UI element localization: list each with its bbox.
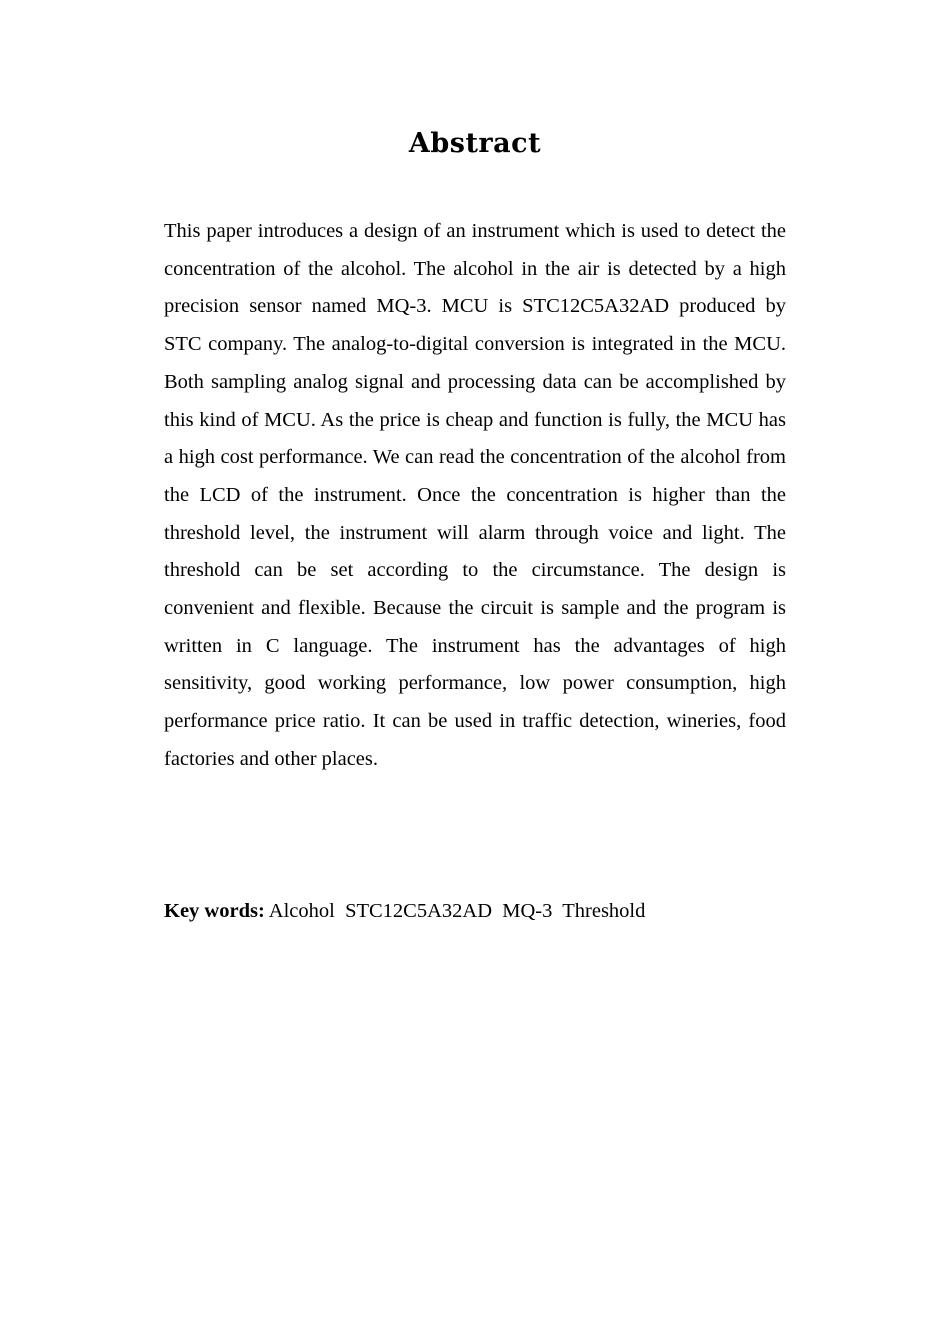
abstract-paragraph: This paper introduces a design of an instrument which is used to detect the concentration of the alcohol. The alcohol in the air is detected by a high precision sensor named MQ-3. MCU is STC12C5A32AD produced by STC company. The analog-to-digital conversion is integrated in the MCU. Both sampling analog signal and processing data can be accomplished by this kind of MCU. As the price is cheap and function is fully, the MCU has a high cost performance. We can read the concentration of the alcohol from the LCD of the instrument. Once the concentration is higher than the threshold level, the instrument will alarm through voice and light. The threshold can be set according to the circumstance. The design is convenient and flexible. Because the circuit is sample and the program is written in C language. The instrument has the advantages of high sensitivity, good working performance, low power consumption, high performance price ratio. It can be used in traffic detection, wineries, food factories and other places. xyxy=(164,220,786,770)
page-title: Abstract xyxy=(408,128,542,159)
keywords-label: Key words: xyxy=(164,900,265,922)
keywords-line xyxy=(164,893,786,930)
keywords-terms: Alcohol STC12C5A32AD MQ-3 Threshold xyxy=(264,900,646,922)
